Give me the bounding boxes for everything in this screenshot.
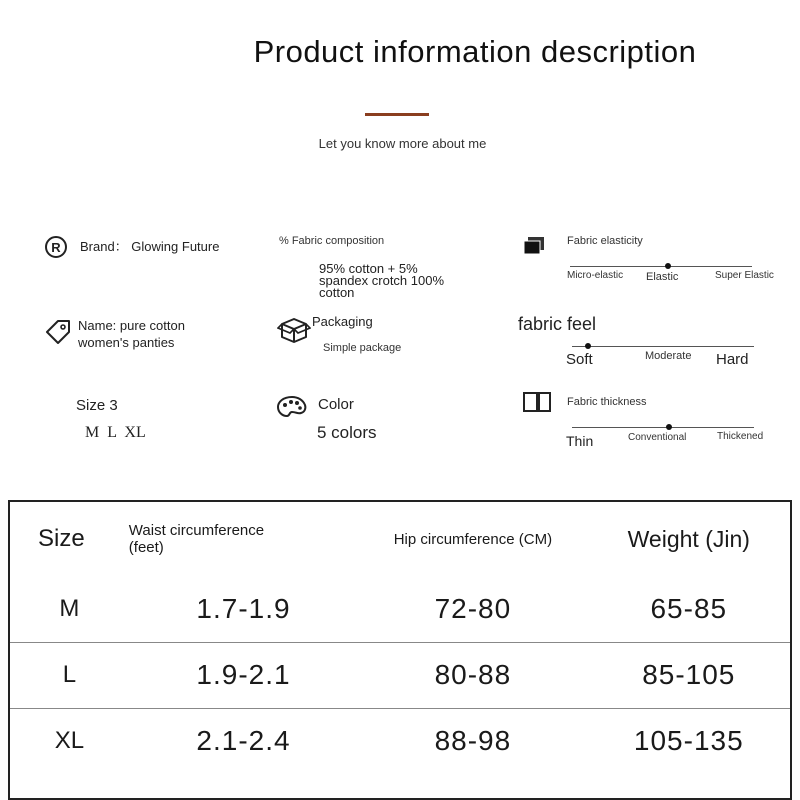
- row-hip: 72-80: [434, 592, 512, 624]
- fabric-composition-line1: 95% cotton + 5%: [319, 261, 418, 276]
- fabric-composition-line2: spandex crotch 100%: [319, 273, 445, 288]
- header-hip: Hip circumference (CM): [393, 530, 553, 548]
- book-icon: [522, 390, 552, 414]
- row-size: M: [59, 594, 80, 622]
- row-hip: 80-88: [434, 659, 512, 690]
- row-weight: 105-135: [633, 724, 744, 756]
- elasticity-scale-line: [570, 266, 752, 267]
- row-weight: 65-85: [650, 592, 728, 624]
- fabric-composition-label: % Fabric composition: [279, 235, 385, 247]
- table-header-row: [9, 501, 791, 576]
- fabric-thickness-label: Fabric thickness: [567, 396, 647, 408]
- table-row: [9, 576, 791, 642]
- fabric-composition-line3: cotton: [319, 285, 355, 300]
- svg-text:R: R: [51, 240, 61, 255]
- elasticity-option-super: Super Elastic: [715, 270, 774, 281]
- fabric-swatch-icon: [523, 236, 545, 256]
- palette-icon: [276, 395, 308, 419]
- thickness-scale-line: [572, 427, 754, 428]
- feel-option-soft: Soft: [566, 351, 593, 368]
- row-waist: 1.9-2.1: [196, 659, 291, 690]
- row-weight: 85-105: [642, 659, 736, 690]
- thickness-option-thin: Thin: [566, 433, 594, 449]
- packaging-value: Simple package: [323, 342, 402, 354]
- box-icon: [277, 315, 311, 343]
- row-waist: 1.7-1.9: [196, 592, 291, 624]
- fabric-feel-label: fabric feel: [518, 314, 597, 334]
- header-waist-line2: (feet): [128, 539, 164, 556]
- header-waist: [129, 501, 358, 576]
- header-weight: Weight (Jin): [627, 525, 750, 552]
- color-label: Color: [318, 396, 354, 413]
- size-chart-table: [8, 500, 792, 800]
- registered-icon: [44, 235, 70, 259]
- color-value: 5 colors: [317, 423, 377, 442]
- row-waist: 2.1-2.4: [196, 724, 291, 756]
- row-size: XL: [54, 726, 85, 754]
- elasticity-scale-marker: [665, 263, 671, 269]
- fabric-elasticity-label: Fabric elasticity: [567, 235, 643, 247]
- brand-label: Brand： Glowing Future: [80, 239, 220, 254]
- thickness-option-thickened: Thickened: [717, 431, 764, 442]
- feel-option-hard: Hard: [716, 351, 749, 368]
- feel-scale-marker: [585, 343, 591, 349]
- name-line2: women's panties: [78, 335, 175, 350]
- title-accent-divider: [365, 113, 429, 116]
- table-row: [9, 642, 791, 708]
- tag-icon: [44, 318, 72, 344]
- feel-scale-line: [572, 346, 754, 347]
- thickness-scale-marker: [666, 424, 672, 430]
- thickness-option-conventional: Conventional: [628, 432, 687, 443]
- table-row: [9, 708, 791, 799]
- elasticity-option-micro: Micro-elastic: [567, 270, 624, 281]
- feel-option-moderate: Moderate: [645, 350, 692, 362]
- header-size: Size: [38, 525, 85, 552]
- name-line1: Name: pure cotton: [78, 318, 185, 333]
- page-subtitle: Let you know more about me: [318, 136, 487, 151]
- elasticity-option-elastic: Elastic: [646, 271, 679, 283]
- packaging-label: Packaging: [312, 314, 373, 329]
- size-values: M L XL: [85, 424, 146, 441]
- page-title: Product information description: [253, 34, 697, 69]
- size-label: Size 3: [76, 397, 118, 414]
- row-size: L: [62, 661, 77, 688]
- row-hip: 88-98: [434, 724, 512, 756]
- header-waist-line1: Waist circumference: [128, 522, 265, 539]
